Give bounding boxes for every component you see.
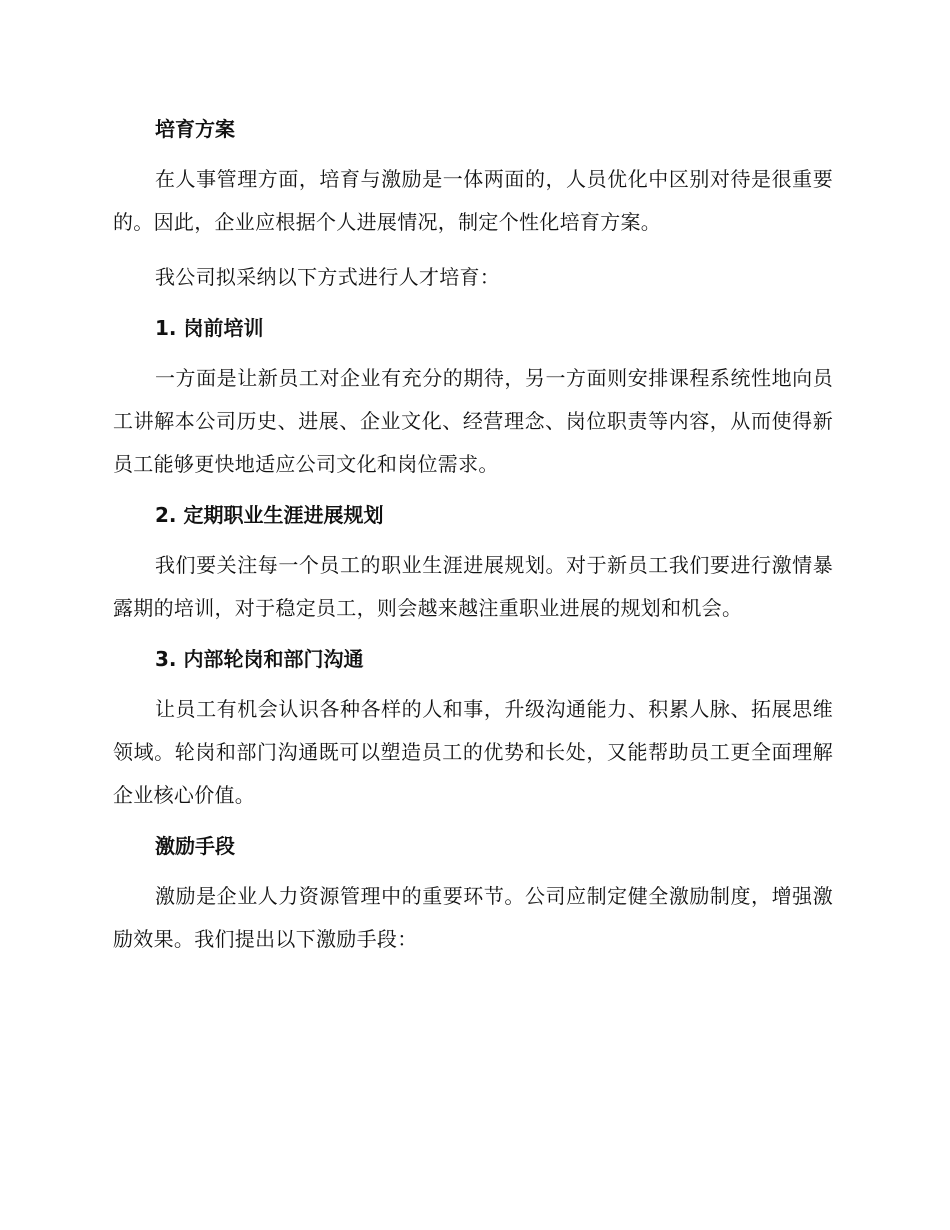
paragraph-job-rotation: 让员工有机会认识各种各样的人和事，升级沟通能力、积累人脉、拓展思维领域。轮岗和部门沟通既可以塑造员工的优势和长处，又能帮助员工更全面理解企业核心价值。 [113,697,833,807]
heading-career-planning: 2. 定期职业生涯进展规划 [155,503,384,527]
paragraph-intro: 在人事管理方面，培育与激励是一体两面的，人员优化中区别对待是很重要的。因此，企业应根据个人进展情况，制定个性化培育方案。 [113,167,833,234]
paragraph-pre-job-training: 一方面是让新员工对企业有充分的期待，另一方面则安排课程系统性地向员工讲解本公司历史、进展、企业文化、经营理念、岗位职责等内容，从而使得新员工能够更快地适应公司文化和岗位需求。 [113,366,833,476]
heading-job-rotation: 3. 内部轮岗和部门沟通 [155,647,364,671]
heading-incentive: 激励手段 [155,834,235,858]
heading-training-plan: 培育方案 [155,117,235,141]
document-body [113,112,833,973]
heading-pre-job-training: 1. 岗前培训 [155,316,264,340]
paragraph-methods: 我公司拟采纳以下方式进行人才培育： [155,265,501,289]
paragraph-career-planning: 我们要关注每一个员工的职业生涯进展规划。对于新员工我们要进行激情暴露期的培训，对于稳定员工，则会越来越注重职业进展的规划和机会。 [113,553,833,620]
paragraph-incentive: 激励是企业人力资源管理中的重要环节。公司应制定健全激励制度，增强激励效果。我们提出以下激励手段： [113,884,833,951]
